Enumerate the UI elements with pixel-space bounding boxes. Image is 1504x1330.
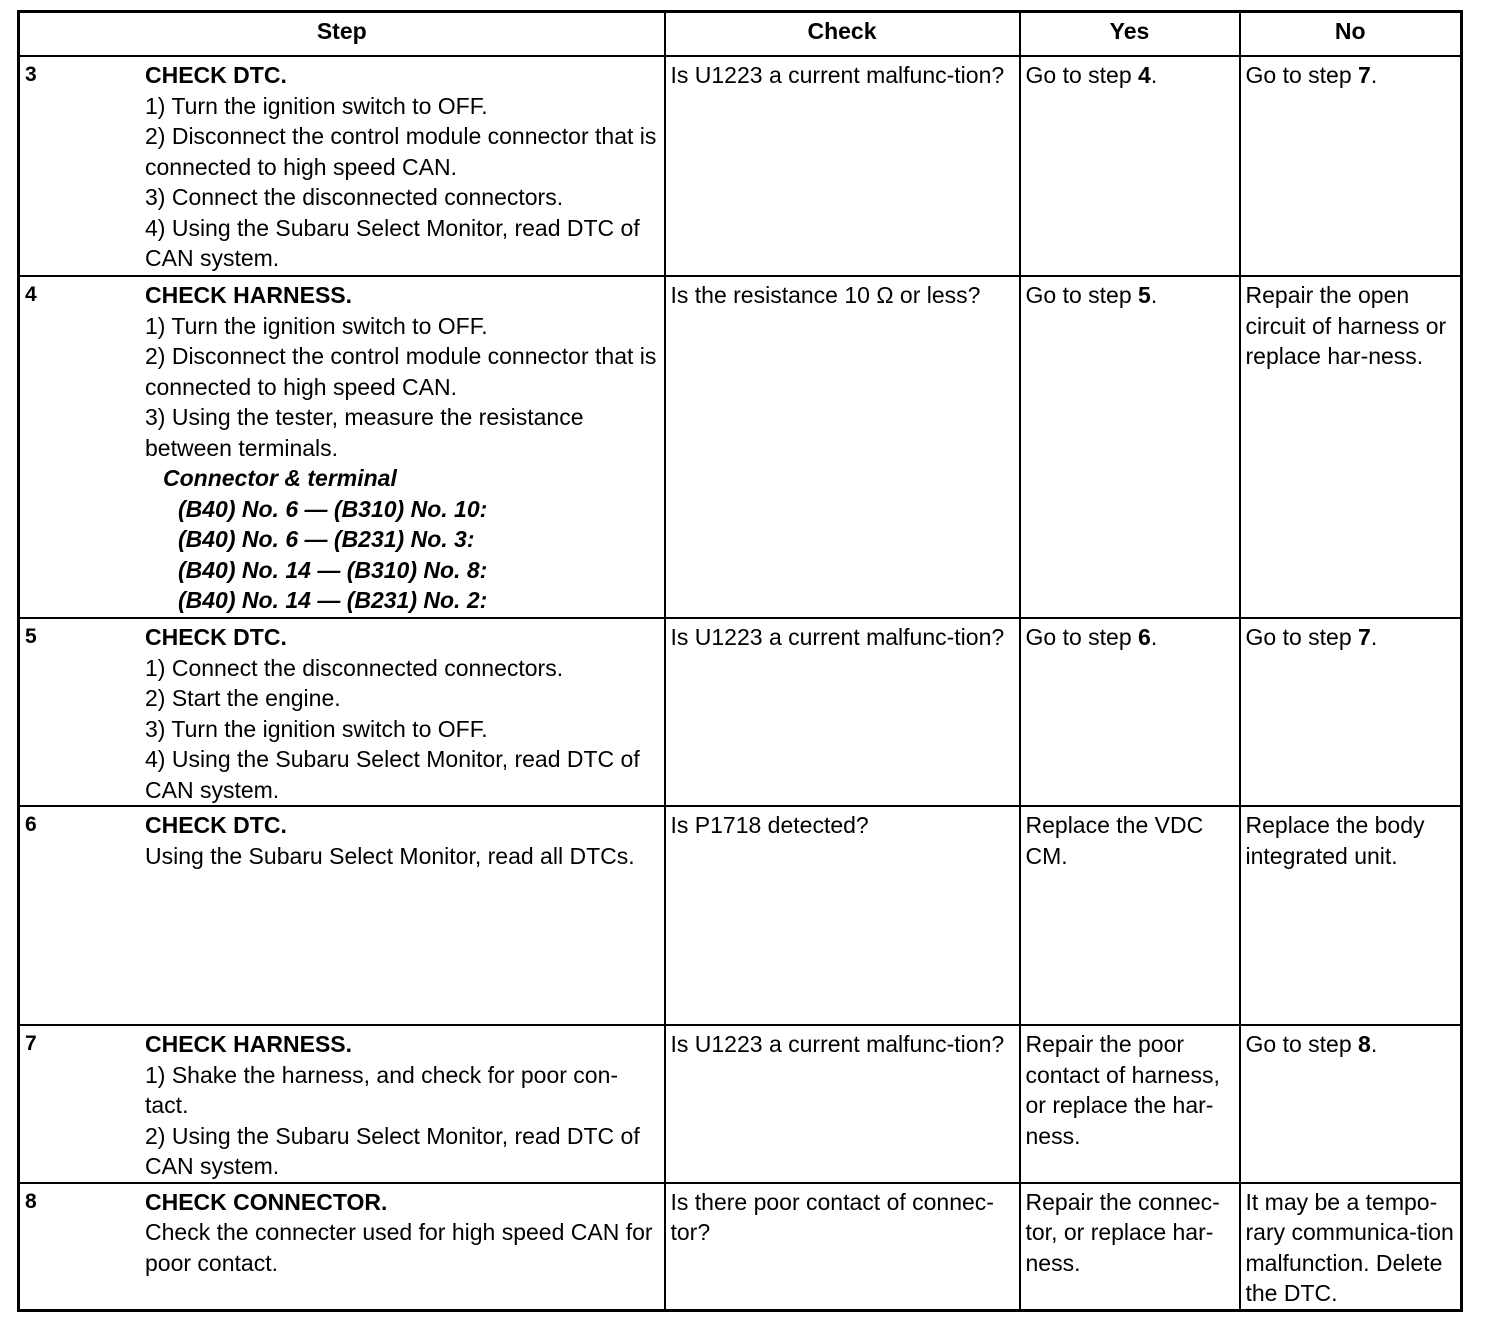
step-instruction: Check the connecter used for high speed CAN for poor contact. — [145, 1219, 653, 1276]
step-instruction: 3) Turn the ignition switch to OFF. — [145, 715, 488, 742]
step-title: CHECK DTC. — [145, 62, 287, 88]
yes-cell: Replace the VDC CM. — [1020, 806, 1240, 1025]
step-cell — [19, 1025, 665, 1183]
no-cell: It may be a tempo-rary communica-tion malfunction. Delete the DTC. — [1240, 1183, 1462, 1311]
step-instruction: 1) Connect the disconnected connectors. — [145, 654, 564, 681]
connector-terminal-line: (B40) No. 14 — (B310) No. 8: — [178, 556, 488, 583]
header-check: Check — [665, 12, 1020, 57]
check-cell: Is U1223 a current malfunc-tion? — [665, 618, 1020, 806]
no-cell — [1240, 618, 1462, 806]
step-instruction: 3) Using the tester, measure the resistance between terminals. — [145, 404, 584, 461]
header-yes: Yes — [1020, 12, 1240, 57]
step-instruction: 1) Turn the ignition switch to OFF. — [145, 92, 488, 119]
no-step-ref: 8 — [1358, 1031, 1371, 1057]
check-cell: Is U1223 a current malfunc-tion? — [665, 1025, 1020, 1183]
yes-cell: Repair the connec-tor, or replace har-ness. — [1020, 1183, 1240, 1311]
yes-step-ref: 5 — [1138, 282, 1151, 308]
connector-terminal-line: (B40) No. 6 — (B231) No. 3: — [178, 526, 475, 552]
no-cell: Repair the open circuit of harness or replace har-ness. — [1240, 276, 1462, 618]
step-cell — [19, 1183, 665, 1311]
check-cell: Is there poor contact of connec-tor? — [665, 1183, 1020, 1311]
step-instruction: 1) Turn the ignition switch to OFF. — [145, 312, 488, 339]
header-row — [19, 12, 1462, 57]
yes-text-end: . — [1150, 62, 1158, 88]
step-number: 8 — [25, 1189, 37, 1213]
step-cell — [19, 806, 665, 1025]
no-text: Go to step — [1245, 62, 1359, 88]
step-title: CHECK CONNECTOR. — [145, 1188, 388, 1215]
step-number: 6 — [25, 813, 37, 836]
no-step-ref: 7 — [1358, 62, 1371, 88]
no-step-ref: 7 — [1358, 624, 1371, 650]
yes-text-end: . — [1150, 282, 1158, 308]
diagnostic-table — [17, 10, 1463, 1312]
yes-text: Go to step — [1025, 624, 1139, 650]
header-step: Step — [19, 12, 665, 57]
no-cell — [1240, 1025, 1462, 1183]
step-instruction: 4) Using the Subaru Select Monitor, read DTC of CAN system. — [145, 746, 640, 803]
step-instruction: 2) Disconnect the control module connector that is connected to high speed CAN. — [145, 343, 657, 400]
step-title: CHECK DTC. — [145, 812, 287, 838]
step-instruction: 2) Using the Subaru Select Monitor, read DTC of CAN system. — [145, 1122, 640, 1179]
table-row — [19, 618, 1462, 806]
no-text-end: . — [1370, 1031, 1378, 1057]
no-text-end: . — [1370, 624, 1378, 650]
yes-text-end: . — [1150, 624, 1158, 650]
yes-cell — [1020, 56, 1240, 276]
no-text-end: . — [1370, 62, 1378, 88]
no-text: Go to step — [1245, 624, 1359, 650]
header-no: No — [1240, 12, 1462, 57]
yes-step-ref: 4 — [1138, 62, 1151, 88]
check-cell: Is U1223 a current malfunc-tion? — [665, 56, 1020, 276]
table-row — [19, 1025, 1462, 1183]
yes-cell — [1020, 276, 1240, 618]
check-cell: Is P1718 detected? — [665, 806, 1020, 1025]
step-instruction: 3) Connect the disconnected connectors. — [145, 184, 564, 210]
step-cell — [19, 276, 665, 618]
step-number: 7 — [25, 1032, 37, 1055]
step-number: 3 — [25, 63, 37, 86]
connector-terminal-line: (B40) No. 14 — (B231) No. 2: — [178, 587, 488, 613]
connector-terminal-title: Connector & terminal — [163, 465, 397, 491]
no-cell — [1240, 56, 1462, 276]
no-cell: Replace the body integrated unit. — [1240, 806, 1462, 1025]
step-title: CHECK HARNESS. — [145, 282, 353, 308]
table-row — [19, 276, 1462, 618]
step-instruction: 4) Using the Subaru Select Monitor, read DTC of CAN system. — [145, 214, 640, 271]
connector-terminal-line: (B40) No. 6 — (B310) No. 10: — [178, 495, 488, 522]
step-number: 4 — [25, 283, 37, 306]
yes-step-ref: 6 — [1138, 624, 1151, 650]
step-instruction: Using the Subaru Select Monitor, read all DTCs. — [145, 842, 635, 869]
table-row — [19, 56, 1462, 276]
step-instruction: 1) Shake the harness, and check for poor con-tact. — [145, 1061, 619, 1118]
no-text: Go to step — [1245, 1031, 1359, 1057]
check-cell: Is the resistance 10 Ω or less? — [665, 276, 1020, 618]
yes-text: Go to step — [1025, 282, 1139, 308]
yes-cell — [1020, 618, 1240, 806]
yes-cell: Repair the poor contact of harness, or replace the har-ness. — [1020, 1025, 1240, 1183]
yes-text: Go to step — [1025, 62, 1139, 88]
step-instruction: 2) Start the engine. — [145, 685, 341, 711]
step-cell — [19, 56, 665, 276]
step-cell — [19, 618, 665, 806]
table-row — [19, 1183, 1462, 1311]
step-number: 5 — [25, 625, 37, 648]
step-instruction: 2) Disconnect the control module connector that is connected to high speed CAN. — [145, 123, 657, 180]
step-title: CHECK DTC. — [145, 624, 287, 650]
step-title: CHECK HARNESS. — [145, 1031, 353, 1057]
table-row — [19, 806, 1462, 1025]
